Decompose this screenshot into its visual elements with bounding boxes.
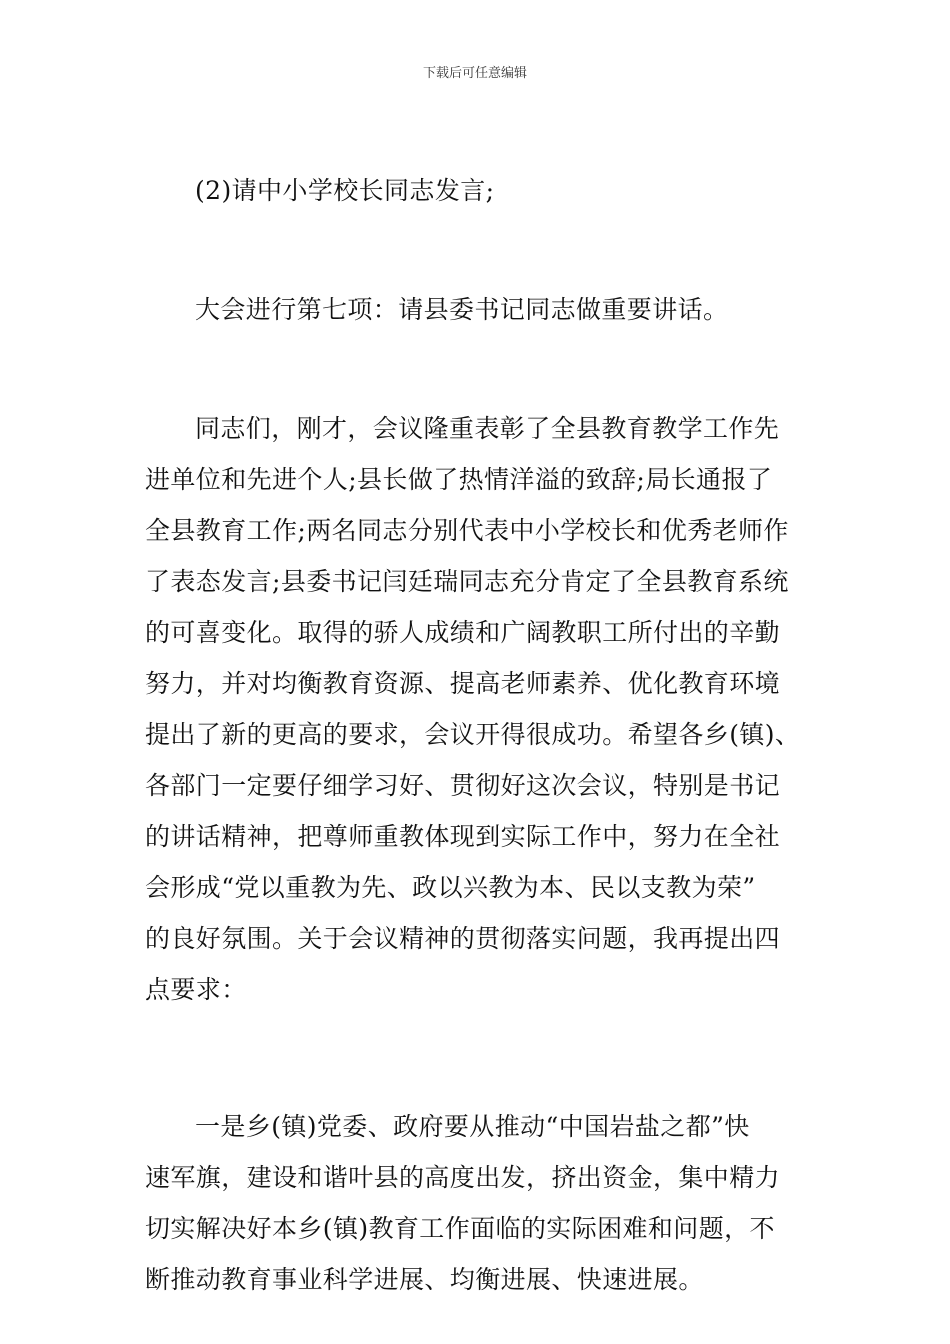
paragraph-requirement-one [145,1101,815,1305]
text-line: 速军旗，建设和谐叶县的高度出发，挤出资金，集中精力 [145,1163,781,1192]
text-line: 同志们，刚才，会议隆重表彰了全县教育教学工作先 [195,414,780,443]
paragraph-agenda-item-7 [145,284,815,335]
text-line: 进单位和先进个人;县长做了热情洋溢的致辞;局长通报了 [145,465,773,494]
text-line: 的可喜变化。取得的骄人成绩和广阔教职工所付出的辛勤 [145,618,781,647]
text-line: 大会进行第七项：请县委书记同志做重要讲话。 [195,295,729,324]
text-line: 一是乡(镇)党委、政府要从推动“中国岩盐之都”快 [195,1112,750,1141]
document-body [145,165,815,1305]
text-line: 各部门一定要仔细学习好、贯彻好这次会议，特别是书记 [145,771,781,800]
paragraph-agenda-item-2 [145,165,815,216]
text-line: 的良好氛围。关于会议精神的贯彻落实问题，我再提出四 [145,924,781,953]
text-line: 点要求： [145,975,247,1004]
header-note: 下载后可任意编辑 [422,66,527,81]
text-line: 了表态发言;县委书记闫廷瑞同志充分肯定了全县教育系统 [145,567,789,596]
text-line: 努力，并对均衡教育资源、提高老师素养、优化教育环境 [145,669,781,698]
text-line: 切实解决好本乡(镇)教育工作面临的实际困难和问题，不 [145,1214,775,1243]
paragraph-closing-remarks [145,403,815,1015]
text-line: 的讲话精神，把尊师重教体现到实际工作中，努力在全社 [145,822,781,851]
text-line: 会形成“党以重教为先、政以兴教为本、民以支教为荣” [145,873,756,902]
text-line: 提出了新的更高的要求，会议开得很成功。希望各乡(镇)、 [145,720,801,749]
text-line: 全县教育工作;两名同志分别代表中小学校长和优秀老师作 [145,516,789,545]
text-line: (2)请中小学校长同志发言; [195,176,495,205]
text-line: 断推动教育事业科学进展、均衡进展、快速进展。 [145,1265,704,1294]
